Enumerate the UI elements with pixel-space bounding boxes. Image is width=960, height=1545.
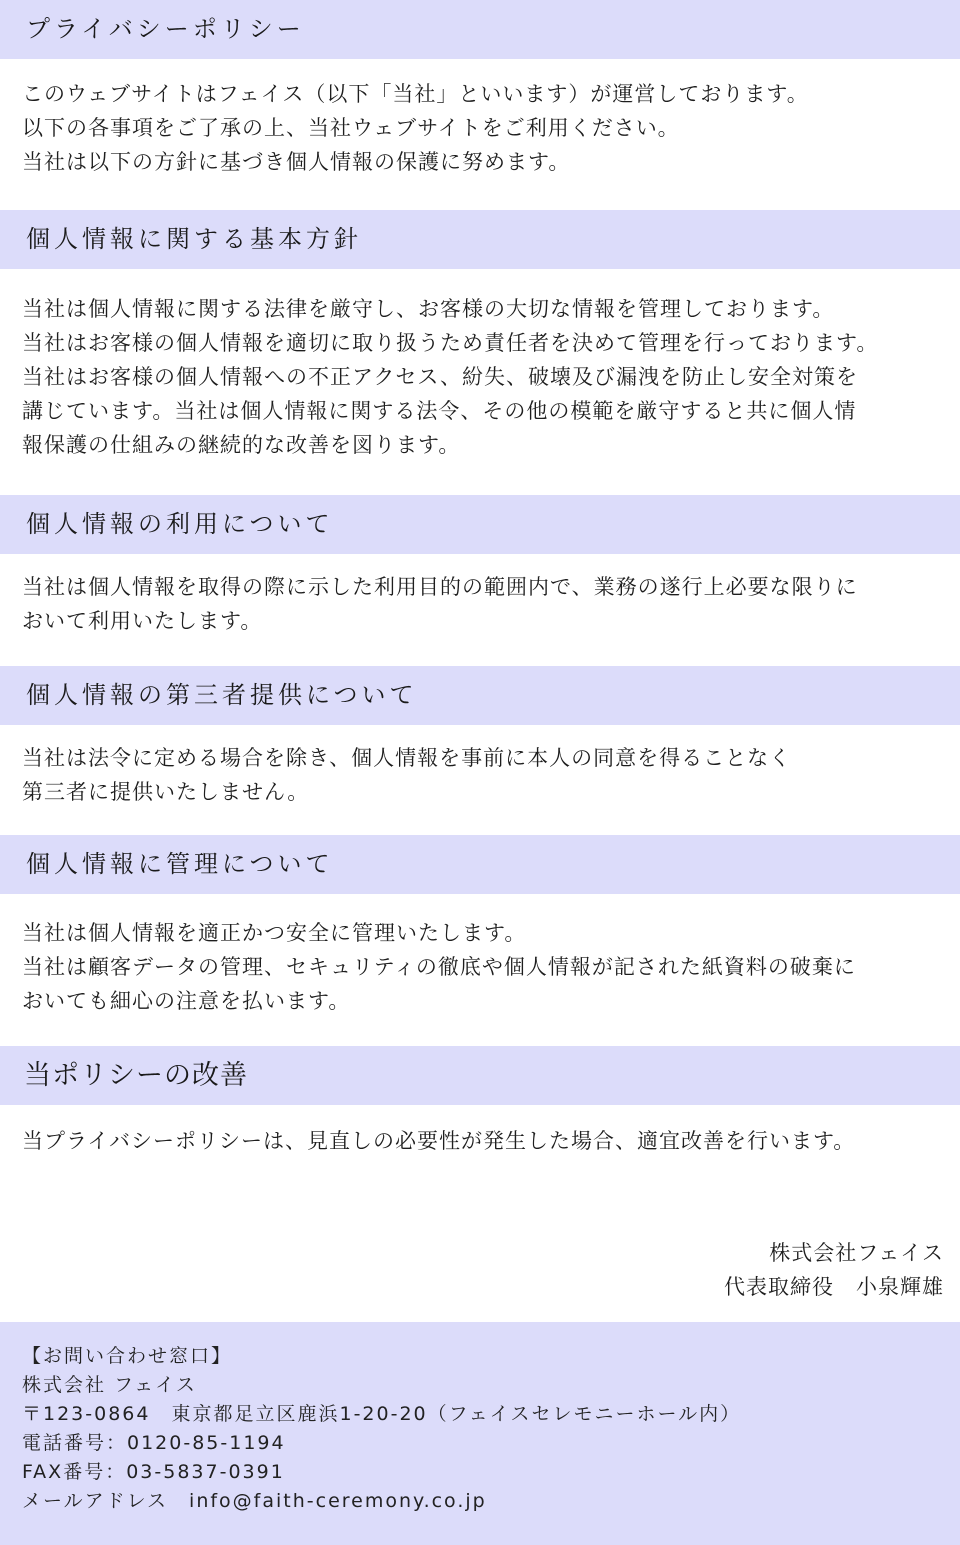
section-body-third-party	[22, 741, 952, 809]
contact-box	[0, 1322, 960, 1545]
body-line: 当社は個人情報に関する法律を厳守し、お客様の大切な情報を管理しております。	[22, 297, 835, 321]
signature-company: 株式会社フェイス	[769, 1241, 944, 1265]
body-line: 当社は以下の方針に基づき個人情報の保護に努めます。	[22, 150, 571, 174]
body-line: 当プライバシーポリシーは、見直しの必要性が発生した場合、適宜改善を行います。	[22, 1129, 856, 1153]
contact-email: メールアドレス info@faith-ceremony.co.jp	[22, 1490, 487, 1512]
body-line: 当社はお客様の個人情報を適切に取り扱うため責任者を決めて管理を行っております。	[22, 331, 879, 355]
section-body-improvement	[22, 1124, 952, 1158]
contact-title: 【お問い合わせ窓口】	[22, 1345, 233, 1367]
body-line: 当社は個人情報を適正かつ安全に管理いたします。	[22, 921, 527, 945]
section-heading-basic-policy: 個人情報に関する基本方針	[0, 210, 960, 269]
section-body-privacy-policy	[22, 77, 952, 179]
contact-address: 〒123-0864 東京都足立区鹿浜1-20-20（フェイスセレモニーホール内）	[22, 1403, 742, 1425]
contact-fax: FAX番号：03-5837-0391	[22, 1461, 285, 1483]
section-body-basic-policy	[22, 292, 952, 462]
section-heading-usage: 個人情報の利用について	[0, 495, 960, 554]
section-heading-management: 個人情報に管理について	[0, 835, 960, 894]
body-line: 当社は個人情報を取得の際に示した利用目的の範囲内で、業務の遂行上必要な限りに	[22, 575, 858, 599]
section-body-usage	[22, 570, 952, 638]
body-line: おいて利用いたします。	[22, 609, 263, 633]
body-line: 講じています。当社は個人情報に関する法令、その他の模範を厳守すると共に個人情	[22, 399, 857, 423]
signature-representative: 代表取締役 小泉輝雄	[724, 1275, 944, 1299]
section-heading-privacy-policy: プライバシーポリシー	[0, 0, 960, 59]
body-line: 報保護の仕組みの継続的な改善を図ります。	[22, 433, 461, 457]
contact-phone: 電話番号：0120-85-1194	[22, 1432, 286, 1454]
signature-block	[724, 1236, 944, 1304]
body-line: 当社は顧客データの管理、セキュリティの徹底や個人情報が記された紙資料の破棄に	[22, 955, 856, 979]
contact-company: 株式会社 フェイス	[22, 1374, 197, 1396]
body-line: このウェブサイトはフェイス（以下「当社」といいます）が運営しております。	[22, 82, 809, 106]
section-heading-third-party: 個人情報の第三者提供について	[0, 666, 960, 725]
body-line: 当社はお客様の個人情報への不正アクセス、紛失、破壊及び漏洩を防止し安全対策を	[22, 365, 858, 389]
body-line: 当社は法令に定める場合を除き、個人情報を事前に本人の同意を得ることなく	[22, 746, 792, 770]
body-line: おいても細心の注意を払います。	[22, 989, 351, 1013]
section-body-management	[22, 916, 952, 1018]
section-heading-improvement: 当ポリシーの改善	[0, 1046, 960, 1105]
body-line: 以下の各事項をご了承の上、当社ウェブサイトをご利用ください。	[22, 116, 680, 140]
body-line: 第三者に提供いたしません。	[22, 780, 310, 804]
